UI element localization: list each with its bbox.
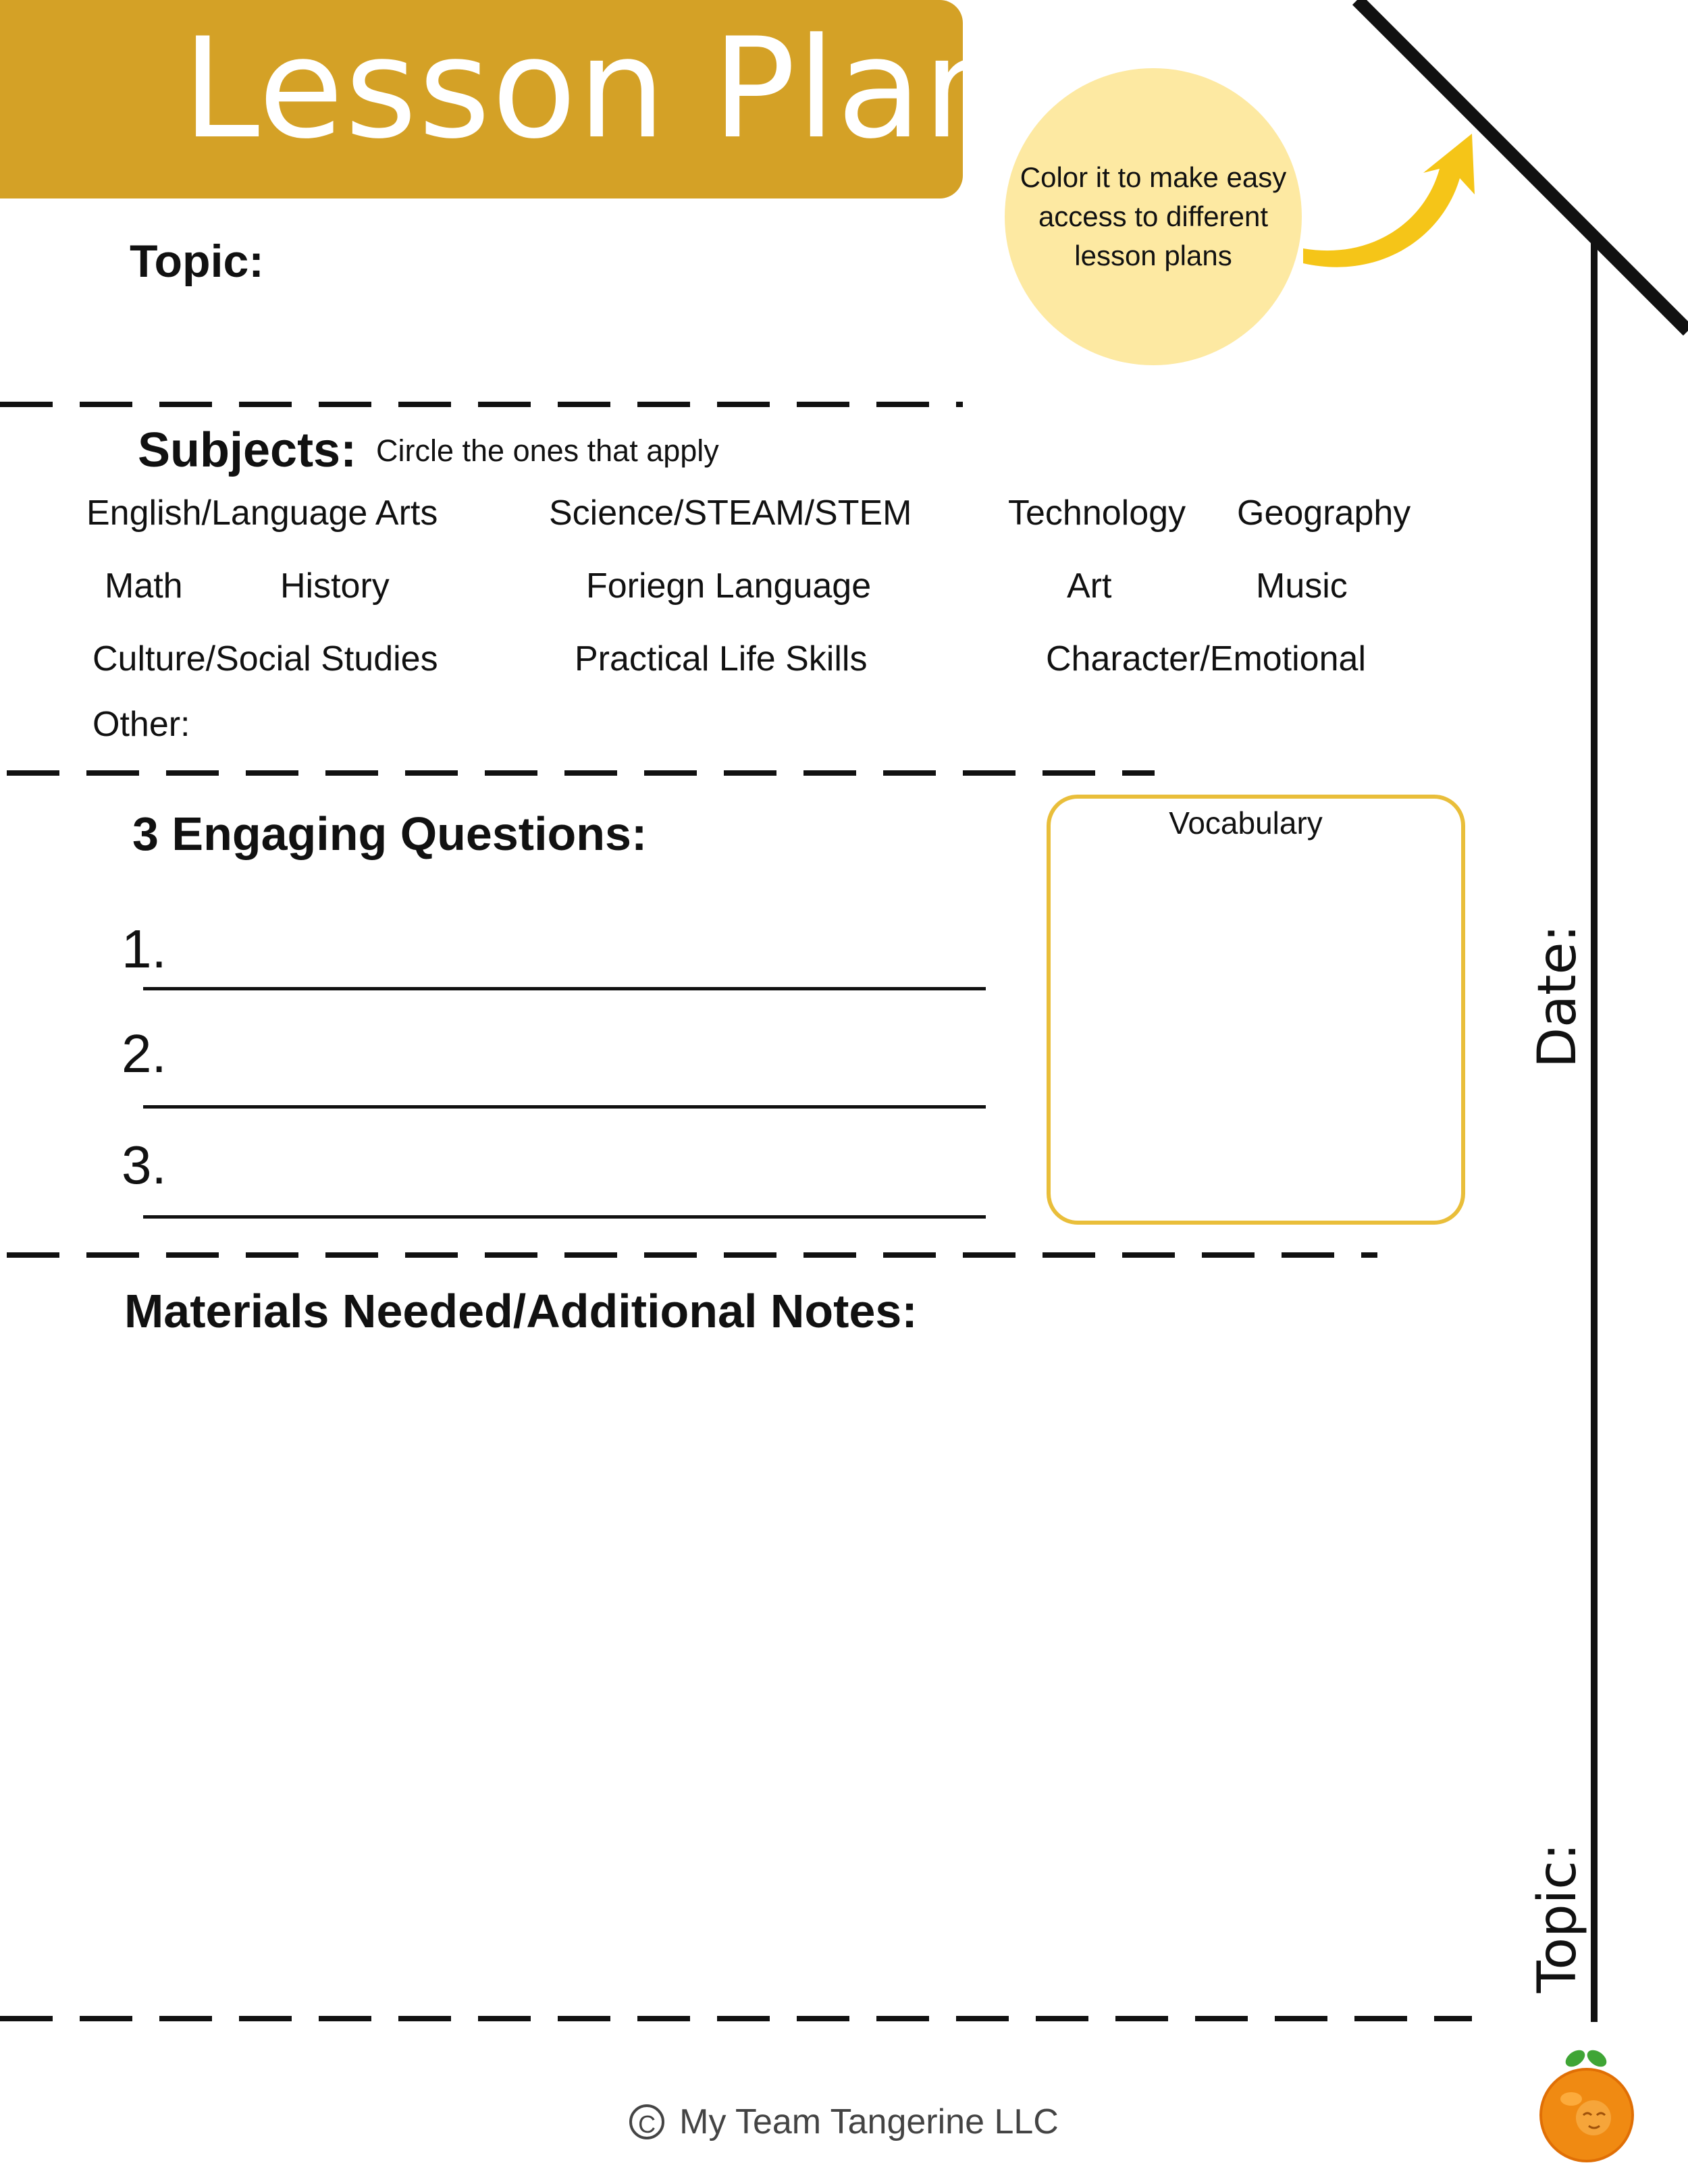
tangerine-logo-icon — [1536, 2042, 1644, 2164]
subject-history[interactable]: History — [280, 566, 390, 606]
question-number: 2. — [122, 1023, 167, 1084]
vocabulary-box[interactable] — [1047, 795, 1465, 1225]
subject-english[interactable]: English/Language Arts — [86, 494, 438, 533]
subject-life-skills[interactable]: Practical Life Skills — [575, 639, 868, 678]
side-tab-line — [1591, 243, 1598, 2022]
subject-other[interactable]: Other: — [93, 705, 190, 744]
arrow-icon — [1283, 122, 1499, 284]
footer — [0, 2100, 1688, 2142]
subject-science[interactable]: Science/STEAM/STEM — [549, 494, 912, 533]
topic-label: Topic: — [130, 236, 264, 287]
vocabulary-label: Vocabulary — [1169, 805, 1323, 841]
page-title: Lesson Plan — [182, 9, 1012, 169]
divider — [7, 770, 1155, 776]
question-line-1[interactable] — [143, 987, 986, 990]
copyright-icon: C — [629, 2104, 664, 2139]
divider — [0, 402, 963, 407]
subject-technology[interactable]: Technology — [1008, 494, 1186, 533]
subject-geography[interactable]: Geography — [1237, 494, 1411, 533]
subject-culture[interactable]: Culture/Social Studies — [93, 639, 438, 678]
question-number: 1. — [122, 919, 167, 979]
subjects-label: Subjects: — [138, 423, 357, 477]
tip-text: Color it to make easy access to different lesson plans — [1020, 161, 1287, 271]
subject-character[interactable]: Character/Emotional — [1046, 639, 1366, 678]
question-number: 3. — [122, 1135, 167, 1195]
footer-text: My Team Tangerine LLC — [679, 2102, 1059, 2142]
question-line-3[interactable] — [143, 1215, 986, 1219]
subject-foreign-language[interactable]: Foriegn Language — [586, 566, 872, 606]
divider — [0, 2016, 1472, 2021]
subject-math[interactable]: Math — [105, 566, 183, 606]
question-line-2[interactable] — [143, 1105, 986, 1109]
side-topic-label: Topic: — [1527, 1842, 1588, 1993]
divider — [7, 1252, 1377, 1258]
subject-art[interactable]: Art — [1067, 566, 1112, 606]
subjects-hint: Circle the ones that apply — [376, 433, 719, 468]
materials-label: Materials Needed/Additional Notes: — [124, 1285, 918, 1337]
questions-label: 3 Engaging Questions: — [132, 807, 648, 860]
side-date-label: Date: — [1527, 924, 1588, 1068]
subject-music[interactable]: Music — [1256, 566, 1348, 606]
tip-bubble — [1005, 68, 1302, 365]
